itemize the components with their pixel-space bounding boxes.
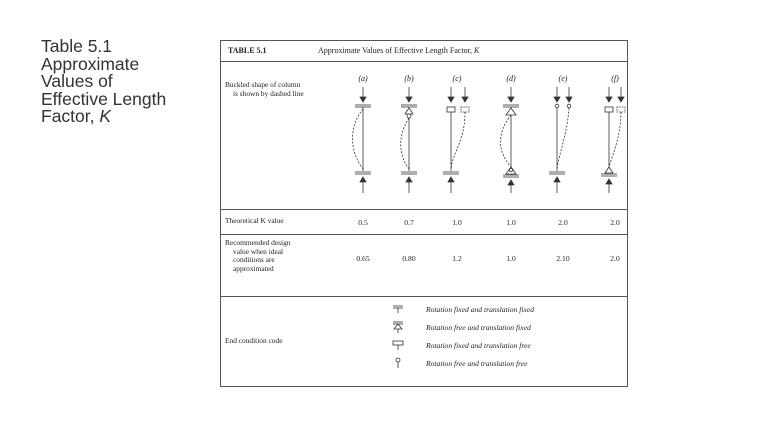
end-condition-label: End condition code bbox=[225, 336, 283, 345]
column-letter-c: (c) bbox=[452, 74, 462, 83]
recommended-row-label: Recommended design value when ideal conditions are approximated bbox=[225, 238, 291, 273]
title-line: Effective Length bbox=[41, 88, 167, 109]
legend-text: Rotation fixed and translation fixed bbox=[426, 305, 534, 314]
recommended-value: 2.0 bbox=[610, 254, 620, 263]
column-c-diagram bbox=[443, 87, 469, 193]
title-line: Table 5.1 bbox=[41, 36, 113, 56]
theoretical-value: 1.0 bbox=[506, 218, 516, 227]
column-letter-b: (b) bbox=[404, 74, 414, 83]
theoretical-value: 0.7 bbox=[404, 218, 414, 227]
title-line: Values of bbox=[41, 71, 113, 91]
table-caption: Approximate Values of Effective Length Factor, K bbox=[318, 46, 480, 55]
column-letter-e: (e) bbox=[558, 74, 568, 83]
row-divider bbox=[221, 296, 627, 297]
recommended-value: 0.65 bbox=[356, 254, 370, 263]
theoretical-value: 0.5 bbox=[358, 218, 368, 227]
column-e-diagram bbox=[549, 87, 572, 193]
column-a-diagram bbox=[353, 87, 372, 193]
effective-length-table bbox=[220, 40, 628, 387]
slide-title bbox=[41, 38, 201, 126]
recommended-value: 1.2 bbox=[452, 254, 462, 263]
legend-text: Rotation free and translation free bbox=[426, 359, 528, 368]
recommended-value: 2.10 bbox=[556, 254, 570, 263]
buckled-shapes-diagram bbox=[221, 41, 627, 211]
table-number: TABLE 5.1 bbox=[228, 46, 267, 55]
recommended-value: 0.80 bbox=[402, 254, 416, 263]
column-b-diagram bbox=[401, 87, 417, 193]
recommended-value: 1.0 bbox=[506, 254, 516, 263]
fixed-fixed-icon bbox=[391, 303, 405, 315]
column-d-diagram bbox=[501, 87, 520, 193]
shape-row-label: Buckled shape of column is shown by dashed line bbox=[225, 80, 304, 98]
legend-text: Rotation fixed and translation free bbox=[426, 341, 531, 350]
legend-text: Rotation free and translation fixed bbox=[426, 323, 531, 332]
theoretical-value: 1.0 bbox=[452, 218, 462, 227]
title-line: Factor, bbox=[41, 106, 100, 126]
title-line: Approximate bbox=[41, 53, 140, 74]
row-divider bbox=[221, 234, 627, 235]
column-letter-a: (a) bbox=[358, 74, 368, 83]
theoretical-row-label: Theoretical K value bbox=[225, 216, 284, 225]
theoretical-value: 2.0 bbox=[610, 218, 620, 227]
free-icon bbox=[391, 357, 405, 369]
theoretical-value: 2.0 bbox=[558, 218, 568, 227]
pin-icon bbox=[391, 321, 405, 333]
column-letter-d: (d) bbox=[506, 74, 516, 83]
column-letter-f: (f) bbox=[611, 74, 619, 83]
roller-fixed-icon bbox=[391, 339, 405, 351]
row-divider bbox=[221, 209, 627, 210]
title-variable: K bbox=[99, 106, 112, 126]
column-f-diagram bbox=[601, 87, 625, 193]
